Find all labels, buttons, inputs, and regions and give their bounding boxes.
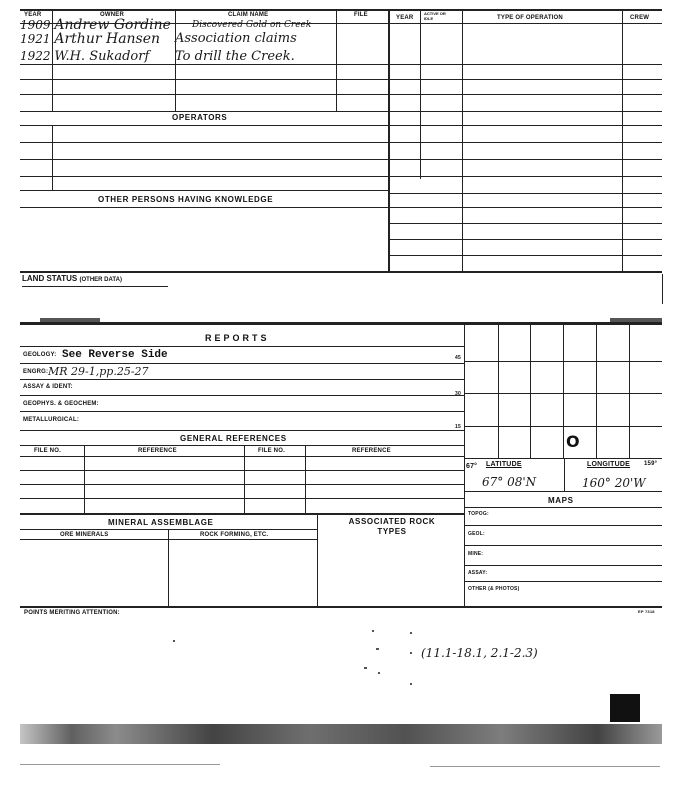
owner-row-2 <box>20 31 160 47</box>
header-crew: CREW <box>630 15 650 21</box>
associated-rock-types-text: ASSOCIATED ROCK TYPES <box>348 517 436 536</box>
owner-year: 1922 <box>20 49 51 63</box>
owner-name: W.H. Sukadorf <box>54 49 150 64</box>
ref-file-no-1: FILE NO. <box>34 448 61 454</box>
geology-value: See Reverse Side <box>62 349 168 361</box>
annotation: (11.1-18.1, 2.1-2.3) <box>421 646 538 660</box>
form-number: EP 7318 <box>638 609 655 614</box>
geophys-label: GEOPHYS. & GEOCHEM: <box>23 401 99 407</box>
header-year-2: YEAR <box>396 15 414 21</box>
header-file: FILE <box>354 12 368 18</box>
land-status-sub: (OTHER DATA) <box>79 277 122 283</box>
header-owner: OWNER <box>100 12 124 18</box>
margin-15: 15 <box>455 424 461 430</box>
points-meriting-attention: POINTS MERITING ATTENTION: <box>24 610 120 616</box>
owner-claim: Discovered Gold on Creek <box>192 20 312 30</box>
owner-year: 1921 <box>20 32 51 46</box>
black-marker-block <box>610 694 640 722</box>
general-references-title: GENERAL REFERENCES <box>180 434 287 443</box>
maps-geol: GEOL: <box>468 531 485 537</box>
latitude-label: LATITUDE <box>486 461 522 468</box>
mineral-assemblage-title: MINERAL ASSEMBLAGE <box>108 518 214 527</box>
owner-claim: To drill the Creek. <box>175 49 295 64</box>
header-claim-name: CLAIM NAME <box>228 12 269 18</box>
maps-topog: TOPOG: <box>468 511 489 517</box>
ref-reference-2: REFERENCE <box>352 448 391 454</box>
lon-suffix: 159° <box>644 461 658 467</box>
owner-row-3 <box>20 49 149 64</box>
ref-file-no-2: FILE NO. <box>258 448 285 454</box>
maps-other: OTHER (& PHOTOS) <box>468 586 520 592</box>
longitude-value: 160° 20'W <box>582 476 646 490</box>
ref-reference-1: REFERENCE <box>138 448 177 454</box>
margin-30: 30 <box>455 391 461 397</box>
owner-year: 1909 <box>20 18 51 32</box>
header-year: YEAR <box>24 12 42 18</box>
owner-name: Andrew Gordine <box>54 17 171 33</box>
ore-minerals-label: ORE MINERALS <box>60 532 109 538</box>
assay-ident-label: ASSAY & IDENT: <box>23 384 73 390</box>
reports-title: REPORTS <box>205 333 270 343</box>
other-persons-title: OTHER PERSONS HAVING KNOWLEDGE <box>98 195 274 204</box>
land-status-label <box>22 274 122 283</box>
header-type-of-operation: TYPE OF OPERATION <box>497 15 563 21</box>
associated-rock-types-label <box>342 517 442 537</box>
maps-assay: ASSAY: <box>468 570 488 576</box>
maps-title: MAPS <box>548 496 574 505</box>
rock-forming-label: ROCK FORMING, ETC. <box>200 532 269 538</box>
operators-title: OPERATORS <box>172 113 228 122</box>
maps-mine: MINE: <box>468 551 484 557</box>
longitude-label: LONGITUDE <box>587 461 631 468</box>
header-active-idle: ACTIVE OR IDLE <box>424 11 446 21</box>
scan-smudge-bar <box>20 724 662 744</box>
lat-prefix: 67° <box>466 463 478 470</box>
metallurgical-label: METALLURGICAL: <box>23 417 80 423</box>
margin-45: 45 <box>455 355 461 361</box>
geology-label: GEOLOGY: <box>23 352 57 358</box>
latitude-value: 67° 08'N <box>482 475 537 489</box>
engrg-label: ENGRG: <box>23 369 49 375</box>
owner-name: Arthur Hansen <box>54 31 161 47</box>
owner-claim: Association claims <box>175 31 297 46</box>
location-grid-mark: O <box>566 432 580 451</box>
land-status-title: LAND STATUS <box>22 274 78 283</box>
engrg-value: MR 29-1,pp.25-27 <box>48 365 149 378</box>
